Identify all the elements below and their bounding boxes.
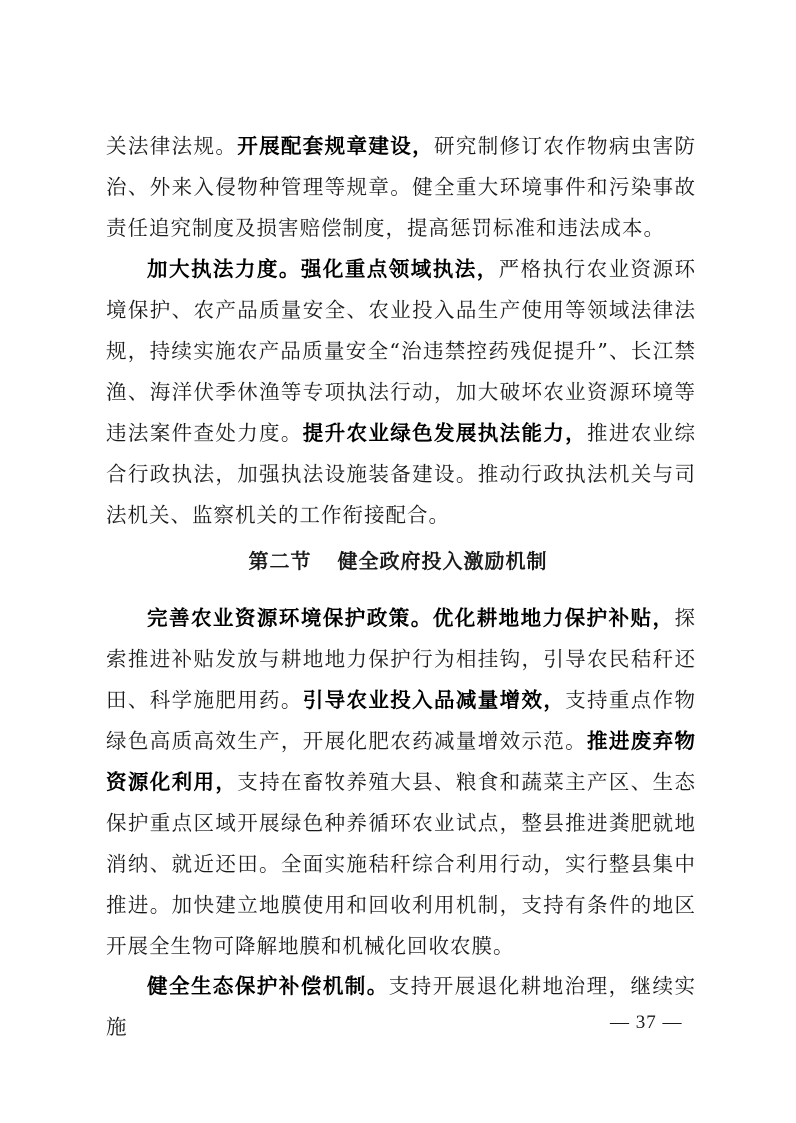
bold-lead-phrase: 健全生态保护补偿机制。: [147, 974, 389, 998]
section-title: 健全政府投入激励机制: [337, 549, 548, 573]
body-text: 支持重点作物绿色高质高效生产，开展化肥农药减量增效示范。: [106, 688, 697, 753]
body-text: 支持开展退化耕地治理，继续实施: [106, 974, 697, 1039]
body-text: 研究制修订农作物病虫害防治、外来入侵物种管理等规章。健全重大环境事件和污染事故责任追究制度及损害赔偿制度，提高惩罚标准和违法成本。: [106, 134, 697, 240]
body-text: 支持在畜牧养殖大县、粮食和蔬菜主产区、生态保护重点区域开展绿色种养循环农业试点，整县推进粪肥就地消纳、就近还田。全面实施秸秆综合利用行动，实行整县集中推进。加快建立地膜使用和回收利用机制，支持有条件的地区开展全生物可降解地膜和机械化回收农膜。: [106, 770, 697, 958]
body-text: 探索推进补贴发放与耕地地力保护行为相挂钩，引导农民秸秆还田、科学施肥用药。: [106, 606, 697, 712]
bold-lead-phrase: 引导农业投入品减量增效，: [302, 688, 566, 712]
bold-lead-phrase: 完善农业资源环境保护政策。: [147, 606, 433, 630]
body-text: 推进农业综合行政执法，加强执法设施装备建设。推动行政执法机关与司法机关、监察机关的工作衔接配合。: [106, 421, 697, 527]
section-heading: [0, 545, 796, 574]
bold-lead-phrase: 开展配套规章建设，: [237, 134, 434, 158]
body-text: 严格执行农业资源环境保护、农产品质量安全、农业投入品生产使用等领域法律法规，持续实施农产品质量安全“治违禁控药残促提升”、长江禁渔、海洋伏季休渔等专项执法行动，加大破坏农业资源环境等违法案件查处力度。: [106, 257, 697, 445]
page-number: — 37 —: [610, 1012, 683, 1033]
bold-lead-phrase: 优化耕地地力保护补贴，: [432, 606, 675, 630]
paragraph-law-enforcement: [106, 249, 696, 536]
bold-lead-phrase: 强化重点领域执法，: [300, 257, 499, 281]
bold-lead-phrase: 推进废弃物资源化利用，: [106, 729, 697, 794]
bold-lead-phrase: 提升农业绿色发展执法能力，: [302, 421, 588, 445]
bold-lead-phrase: 加大执法力度。: [147, 257, 301, 281]
section-number: 第二节: [248, 549, 312, 573]
paragraph-ecological-compensation: [106, 966, 696, 1048]
body-text: 关法律法规。: [106, 134, 238, 158]
paragraph-resource-protection-policy: [106, 598, 696, 967]
paragraph-laws-regulations: [106, 126, 696, 249]
